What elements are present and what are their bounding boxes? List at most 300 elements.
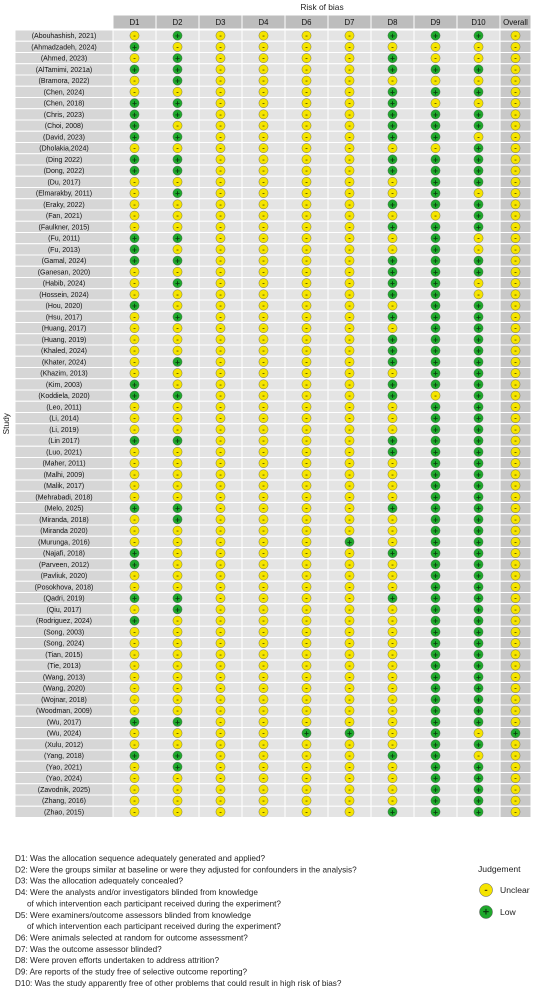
judgement-symbol: - [348, 436, 351, 446]
judgement-symbol: + [476, 301, 481, 311]
judgement-symbol: - [391, 694, 394, 704]
judgement-symbol: - [305, 53, 308, 63]
judgement-symbol: - [262, 109, 265, 119]
judgement-symbol: - [514, 514, 517, 524]
footnote-line: D9: Are reports of the study free of selective outcome reporting? [15, 967, 248, 977]
judgement-symbol: + [476, 796, 481, 806]
judgement-symbol: + [476, 650, 481, 660]
judgement-symbol: + [513, 729, 518, 739]
judgement-symbol: - [305, 571, 308, 581]
judgement-symbol: + [476, 661, 481, 671]
judgement-symbol: - [262, 357, 265, 367]
judgement-symbol: + [433, 515, 438, 525]
judgement-symbol: - [514, 368, 517, 378]
judgement-symbol: - [133, 447, 136, 457]
judgement-symbol: + [476, 447, 481, 457]
judgement-symbol: - [133, 211, 136, 221]
judgement-symbol: - [348, 132, 351, 142]
judgement-symbol: + [433, 582, 438, 592]
study-label: (Yao, 2021) [45, 764, 83, 772]
judgement-symbol: - [348, 109, 351, 119]
judgement-symbol: - [133, 199, 136, 209]
judgement-symbol: - [219, 447, 222, 457]
judgement-symbol: + [390, 549, 395, 559]
judgement-symbol: + [476, 335, 481, 345]
judgement-symbol: - [514, 278, 517, 288]
judgement-symbol: + [476, 672, 481, 682]
judgement-symbol: - [133, 402, 136, 412]
judgement-symbol: - [514, 143, 517, 153]
judgement-symbol: + [433, 785, 438, 795]
judgement-symbol: - [348, 481, 351, 491]
judgement-symbol: - [514, 739, 517, 749]
judgement-symbol: - [219, 188, 222, 198]
judgement-symbol: - [176, 694, 179, 704]
study-label: (Dong, 2022) [43, 168, 85, 176]
judgement-symbol: - [262, 728, 265, 738]
judgement-symbol: + [476, 706, 481, 716]
judgement-symbol: - [219, 661, 222, 671]
judgement-symbol: - [219, 436, 222, 446]
judgement-symbol: + [476, 211, 481, 221]
judgement-symbol: - [348, 301, 351, 311]
column-header: D9 [430, 18, 441, 27]
judgement-symbol: - [219, 98, 222, 108]
judgement-symbol: - [348, 121, 351, 131]
judgement-symbol: + [433, 31, 438, 41]
judgement-symbol: - [391, 604, 394, 614]
judgement-symbol: + [390, 391, 395, 401]
judgement-symbol: - [477, 233, 480, 243]
judgement-symbol: + [476, 470, 481, 480]
study-label: (Fan, 2021) [45, 213, 83, 221]
judgement-symbol: - [176, 526, 179, 536]
judgement-symbol: - [219, 278, 222, 288]
judgement-symbol: - [176, 368, 179, 378]
judgement-symbol: - [434, 76, 437, 86]
judgement-symbol: - [176, 548, 179, 558]
judgement-symbol: - [305, 379, 308, 389]
judgement-symbol: - [514, 627, 517, 637]
study-label: (Habib, 2024) [42, 280, 86, 288]
study-label: (Yao, 2024) [45, 775, 83, 783]
judgement-symbol: - [348, 784, 351, 794]
study-label: (Ding 2022) [45, 156, 83, 164]
judgement-symbol: - [219, 728, 222, 738]
judgement-symbol: - [391, 233, 394, 243]
judgement-symbol: - [305, 357, 308, 367]
judgement-symbol: + [175, 155, 180, 165]
judgement-symbol: - [133, 346, 136, 356]
judgement-symbol: + [390, 290, 395, 300]
judgement-symbol: - [219, 368, 222, 378]
judgement-symbol: - [262, 571, 265, 581]
judgement-symbol: - [133, 526, 136, 536]
judgement-symbol: - [305, 64, 308, 74]
judgement-symbol: - [305, 784, 308, 794]
judgement-symbol: - [348, 492, 351, 502]
study-label: (Qadri, 2019) [43, 595, 85, 603]
judgement-symbol: - [219, 784, 222, 794]
study-label: (Huang, 2019) [41, 336, 87, 344]
judgement-symbol: - [348, 413, 351, 423]
judgement-symbol: - [305, 616, 308, 626]
judgement-symbol: - [514, 751, 517, 761]
judgement-symbol: - [262, 413, 265, 423]
judgement-symbol: - [391, 717, 394, 727]
column-header: D1 [129, 18, 140, 27]
judgement-symbol: - [133, 683, 136, 693]
judgement-symbol: + [433, 256, 438, 266]
judgement-symbol: - [348, 627, 351, 637]
judgement-symbol: + [390, 166, 395, 176]
judgement-symbol: + [476, 65, 481, 75]
judgement-symbol: + [476, 402, 481, 412]
judgement-symbol: + [476, 740, 481, 750]
judgement-symbol: - [391, 616, 394, 626]
judgement-symbol: - [262, 469, 265, 479]
judgement-symbol: + [175, 166, 180, 176]
judgement-symbol: + [175, 391, 180, 401]
judgement-symbol: - [133, 762, 136, 772]
study-label: (Wang, 2020) [42, 685, 86, 693]
judgement-symbol: - [133, 278, 136, 288]
judgement-symbol: - [514, 548, 517, 558]
judgement-symbol: + [132, 234, 137, 244]
judgement-symbol: + [433, 729, 438, 739]
judgement-symbol: - [305, 582, 308, 592]
judgement-symbol: - [219, 177, 222, 187]
judgement-symbol: - [219, 481, 222, 491]
judgement-symbol: - [514, 301, 517, 311]
y-axis-label: Study [1, 413, 11, 435]
judgement-symbol: - [305, 604, 308, 614]
judgement-symbol: - [219, 256, 222, 266]
judgement-symbol: + [476, 369, 481, 379]
judgement-symbol: + [433, 549, 438, 559]
judgement-symbol: - [514, 109, 517, 119]
judgement-symbol: - [514, 492, 517, 502]
judgement-symbol: - [514, 413, 517, 423]
judgement-symbol: + [175, 110, 180, 120]
judgement-symbol: - [219, 121, 222, 131]
judgement-symbol: + [476, 436, 481, 446]
judgement-symbol: - [262, 638, 265, 648]
judgement-symbol: - [219, 739, 222, 749]
study-label: (Choi, 2008) [44, 123, 84, 131]
judgement-symbol: + [433, 762, 438, 772]
judgement-symbol: - [348, 323, 351, 333]
judgement-symbol: - [262, 559, 265, 569]
judgement-symbol: - [305, 121, 308, 131]
judgement-symbol: + [390, 99, 395, 109]
judgement-symbol: + [433, 279, 438, 289]
judgement-symbol: - [391, 526, 394, 536]
judgement-symbol: - [219, 526, 222, 536]
judgement-symbol: - [514, 98, 517, 108]
judgement-symbol: - [176, 199, 179, 209]
judgement-symbol: + [476, 200, 481, 210]
judgement-symbol: + [476, 222, 481, 232]
judgement-symbol: - [262, 717, 265, 727]
judgement-symbol: + [433, 65, 438, 75]
judgement-symbol: - [262, 751, 265, 761]
judgement-symbol: - [514, 177, 517, 187]
judgement-symbol: + [390, 335, 395, 345]
judgement-symbol: - [514, 593, 517, 603]
judgement-symbol: - [348, 334, 351, 344]
judgement-symbol: - [348, 582, 351, 592]
study-label: (Ganesan, 2020) [37, 269, 91, 277]
judgement-symbol: + [476, 31, 481, 41]
footnote-line: D6: Were animals selected at random for outcome assessment? [15, 933, 248, 943]
judgement-symbol: + [433, 346, 438, 356]
judgement-symbol: - [348, 289, 351, 299]
judgement-symbol: - [305, 492, 308, 502]
judgement-symbol: - [434, 42, 437, 52]
judgement-symbol: - [305, 402, 308, 412]
judgement-symbol: + [433, 459, 438, 469]
judgement-symbol: + [433, 414, 438, 424]
judgement-symbol: - [391, 469, 394, 479]
judgement-symbol: - [176, 683, 179, 693]
judgement-symbol: + [433, 380, 438, 390]
judgement-symbol: - [133, 143, 136, 153]
judgement-symbol: + [390, 312, 395, 322]
judgement-symbol: - [348, 807, 351, 817]
judgement-symbol: + [175, 504, 180, 514]
judgement-symbol: - [514, 672, 517, 682]
legend-label: Unclear [500, 885, 530, 895]
judgement-symbol: + [390, 87, 395, 97]
judgement-symbol: - [262, 672, 265, 682]
judgement-symbol: - [219, 143, 222, 153]
judgement-symbol: + [390, 594, 395, 604]
judgement-symbol: - [514, 649, 517, 659]
judgement-symbol: - [348, 694, 351, 704]
judgement-symbol: - [477, 188, 480, 198]
judgement-symbol: - [305, 312, 308, 322]
judgement-symbol: - [391, 661, 394, 671]
judgement-symbol: - [262, 379, 265, 389]
judgement-symbol: + [433, 357, 438, 367]
judgement-symbol: - [219, 402, 222, 412]
judgement-symbol: + [433, 661, 438, 671]
judgement-symbol: - [262, 76, 265, 86]
judgement-symbol: - [133, 773, 136, 783]
judgement-symbol: - [348, 559, 351, 569]
judgement-symbol: - [305, 773, 308, 783]
judgement-symbol: - [262, 222, 265, 232]
judgement-symbol: - [262, 402, 265, 412]
judgement-symbol: - [176, 537, 179, 547]
judgement-symbol: + [476, 346, 481, 356]
judgement-symbol: - [133, 334, 136, 344]
judgement-symbol: - [262, 582, 265, 592]
judgement-symbol: + [476, 717, 481, 727]
judgement-symbol: + [476, 537, 481, 547]
judgement-symbol: - [391, 42, 394, 52]
judgement-symbol: - [219, 391, 222, 401]
judgement-symbol: + [175, 762, 180, 772]
judgement-symbol: + [433, 290, 438, 300]
judgement-symbol: - [219, 267, 222, 277]
judgement-symbol: + [175, 436, 180, 446]
judgement-symbol: - [219, 233, 222, 243]
judgement-symbol: - [262, 177, 265, 187]
judgement-symbol: - [262, 87, 265, 97]
judgement-symbol: + [175, 65, 180, 75]
judgement-symbol: - [262, 604, 265, 614]
judgement-symbol: - [133, 368, 136, 378]
study-label: (Fu, 2011) [48, 235, 80, 243]
judgement-symbol: - [391, 323, 394, 333]
judgement-symbol: + [132, 391, 137, 401]
judgement-symbol: + [433, 222, 438, 232]
judgement-symbol: - [219, 717, 222, 727]
footnote-line: D10: Was the study apparently free of other problems that could result in high risk of bias? [15, 978, 342, 988]
judgement-symbol: + [476, 762, 481, 772]
judgement-symbol: - [477, 42, 480, 52]
judgement-symbol: - [305, 739, 308, 749]
study-label: (Miranda 2020) [40, 528, 88, 536]
judgement-symbol: - [262, 267, 265, 277]
footnote-line: D2: Were the groups similar at baseline or were they adjusted for confounders in the analysis? [15, 865, 357, 875]
judgement-symbol: - [219, 514, 222, 524]
judgement-symbol: - [219, 109, 222, 119]
judgement-symbol: - [348, 143, 351, 153]
judgement-symbol: - [348, 177, 351, 187]
judgement-symbol: + [433, 684, 438, 694]
judgement-symbol: - [133, 424, 136, 434]
judgement-symbol: + [175, 594, 180, 604]
judgement-symbol: - [514, 526, 517, 536]
judgement-symbol: - [391, 413, 394, 423]
column-header: D6 [301, 18, 312, 27]
study-label: (Song, 2003) [43, 629, 85, 637]
judgement-symbol: - [262, 391, 265, 401]
judgement-symbol: - [391, 739, 394, 749]
judgement-symbol: - [176, 559, 179, 569]
judgement-symbol: - [348, 717, 351, 727]
judgement-symbol: - [305, 526, 308, 536]
study-label: (AlTamimi, 2021a) [35, 66, 93, 74]
judgement-symbol: - [262, 188, 265, 198]
judgement-symbol: - [133, 289, 136, 299]
judgement-symbol: - [514, 638, 517, 648]
judgement-symbol: - [133, 177, 136, 187]
judgement-symbol: + [175, 234, 180, 244]
judgement-symbol: - [176, 447, 179, 457]
judgement-symbol: - [477, 53, 480, 63]
judgement-symbol: - [348, 267, 351, 277]
judgement-symbol: - [219, 301, 222, 311]
judgement-symbol: - [219, 694, 222, 704]
judgement-symbol: - [262, 616, 265, 626]
judgement-symbol: - [348, 548, 351, 558]
judgement-symbol: + [476, 324, 481, 334]
judgement-symbol: - [391, 706, 394, 716]
judgement-symbol: - [391, 458, 394, 468]
judgement-symbol: - [133, 661, 136, 671]
judgement-symbol: + [476, 357, 481, 367]
legend-symbol: - [484, 885, 488, 897]
footnote-line: of which intervention each participant received during the experiment? [27, 899, 281, 909]
judgement-symbol: - [133, 458, 136, 468]
judgement-symbol: + [433, 672, 438, 682]
judgement-symbol: - [514, 289, 517, 299]
study-label: (Zhao, 2015) [43, 809, 85, 817]
judgement-symbol: - [262, 526, 265, 536]
judgement-symbol: - [514, 42, 517, 52]
judgement-symbol: + [390, 31, 395, 41]
study-label: (Parveen, 2012) [38, 561, 90, 569]
judgement-symbol: - [514, 571, 517, 581]
judgement-symbol: - [219, 604, 222, 614]
legend-title: Judgement [478, 864, 521, 874]
judgement-symbol: - [514, 762, 517, 772]
judgement-symbol: - [176, 706, 179, 716]
judgement-symbol: - [133, 627, 136, 637]
judgement-symbol: - [305, 166, 308, 176]
study-label: (Qiu, 2017) [46, 606, 82, 614]
judgement-symbol: + [390, 65, 395, 75]
judgement-symbol: - [305, 267, 308, 277]
judgement-symbol: - [262, 154, 265, 164]
judgement-symbol: + [433, 560, 438, 570]
judgement-symbol: + [476, 110, 481, 120]
judgement-symbol: - [348, 638, 351, 648]
judgement-symbol: + [433, 526, 438, 536]
judgement-symbol: - [219, 672, 222, 682]
judgement-symbol: - [305, 278, 308, 288]
judgement-symbol: - [391, 773, 394, 783]
judgement-symbol: - [514, 661, 517, 671]
judgement-symbol: - [219, 492, 222, 502]
judgement-symbol: - [262, 661, 265, 671]
judgement-symbol: - [219, 334, 222, 344]
judgement-symbol: - [348, 42, 351, 52]
judgement-symbol: - [391, 672, 394, 682]
study-label: (Lin 2017) [48, 438, 80, 446]
study-label: (Malik, 2017) [43, 483, 85, 491]
judgement-symbol: - [176, 402, 179, 412]
judgement-symbol: + [476, 560, 481, 570]
judgement-symbol: + [132, 99, 137, 109]
judgement-symbol: - [262, 143, 265, 153]
study-label: (Chen, 2024) [43, 89, 85, 97]
judgement-symbol: - [348, 796, 351, 806]
study-label: (Wu, 2024) [46, 730, 82, 738]
judgement-symbol: + [433, 121, 438, 131]
judgement-symbol: - [176, 616, 179, 626]
judgement-symbol: - [262, 334, 265, 344]
judgement-symbol: + [390, 346, 395, 356]
study-label: (Maher, 2011) [42, 460, 86, 468]
judgement-symbol: - [514, 458, 517, 468]
judgement-symbol: - [514, 121, 517, 131]
judgement-symbol: - [348, 199, 351, 209]
judgement-symbol: - [219, 537, 222, 547]
judgement-symbol: + [433, 774, 438, 784]
judgement-symbol: - [391, 571, 394, 581]
judgement-symbol: - [176, 177, 179, 187]
judgement-symbol: + [175, 54, 180, 64]
study-label: (Wu, 2017) [46, 719, 82, 727]
judgement-symbol: - [305, 447, 308, 457]
judgement-symbol: + [433, 177, 438, 187]
judgement-symbol: - [305, 694, 308, 704]
